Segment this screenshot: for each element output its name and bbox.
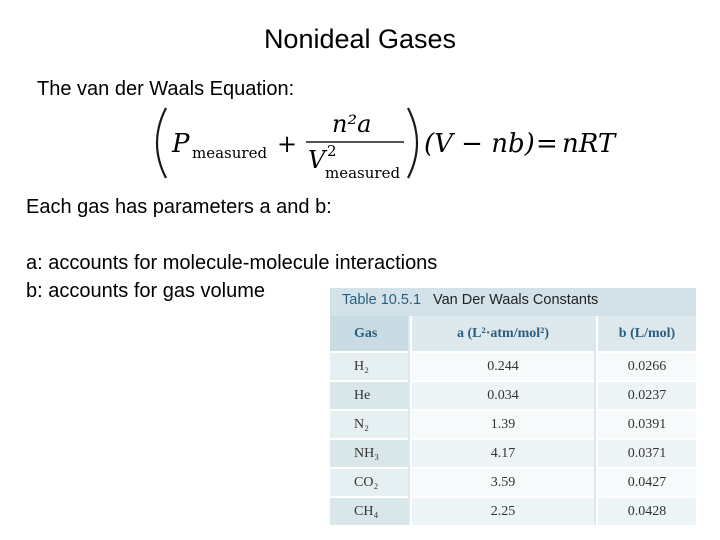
table-row (330, 440, 696, 469)
cell-b: 0.0427 (596, 469, 696, 498)
table-caption (342, 292, 598, 308)
eq-n2a: n²a (332, 110, 372, 138)
eq-equals: = (536, 129, 558, 159)
a-description: a: accounts for molecule-molecule interactions (26, 252, 438, 274)
table-row (330, 382, 696, 411)
cell-gas: He (330, 382, 408, 411)
eq-v-sup: 2 (327, 142, 337, 160)
cell-gas: NH₃ (330, 440, 408, 469)
cell-b: 0.0266 (596, 353, 696, 382)
table-number: Table 10.5.1 (342, 292, 422, 308)
eq-rhs-factor: (V − nb) (424, 129, 535, 159)
cell-a: 2.25 (410, 498, 594, 527)
parameters-text: Each gas has parameters a and b: (26, 196, 332, 218)
van-der-waals-table (330, 288, 696, 525)
cell-b: 0.0237 (596, 382, 696, 411)
cell-gas: CO₂ (330, 469, 408, 498)
cell-a: 0.034 (410, 382, 594, 411)
cell-a: 1.39 (410, 411, 594, 440)
table-row (330, 411, 696, 440)
cell-a: 3.59 (410, 469, 594, 498)
table-header-row (330, 316, 696, 353)
table-row (330, 353, 696, 382)
intro-text: The van der Waals Equation: (37, 78, 295, 100)
eq-plus: + (277, 130, 298, 158)
cell-b: 0.0428 (596, 498, 696, 527)
eq-v-sub: measured (325, 164, 401, 182)
table-name: Van Der Waals Constants (433, 292, 599, 308)
cell-gas: N₂ (330, 411, 408, 440)
cell-b: 0.0371 (596, 440, 696, 469)
header-b: b (L/mol) (596, 316, 696, 353)
table-row (330, 498, 696, 527)
header-a: a (L²·atm/mol²) (410, 316, 594, 353)
header-gas: Gas (330, 316, 408, 353)
cell-a: 4.17 (410, 440, 594, 469)
table-row (330, 469, 696, 498)
cell-gas: H₂ (330, 353, 408, 382)
cell-a: 0.244 (410, 353, 594, 382)
slide-title: Nonideal Gases (263, 24, 457, 54)
eq-p-sub: measured (192, 144, 268, 162)
b-description: b: accounts for gas volume (26, 280, 266, 302)
eq-nrt: nRT (562, 129, 616, 159)
eq-v: V (308, 146, 326, 174)
table-caption-bar (330, 288, 696, 316)
cell-b: 0.0391 (596, 411, 696, 440)
eq-p: P (172, 129, 190, 159)
table-grid (330, 316, 696, 527)
van-der-waals-equation (152, 104, 632, 182)
cell-gas: CH₄ (330, 498, 408, 527)
